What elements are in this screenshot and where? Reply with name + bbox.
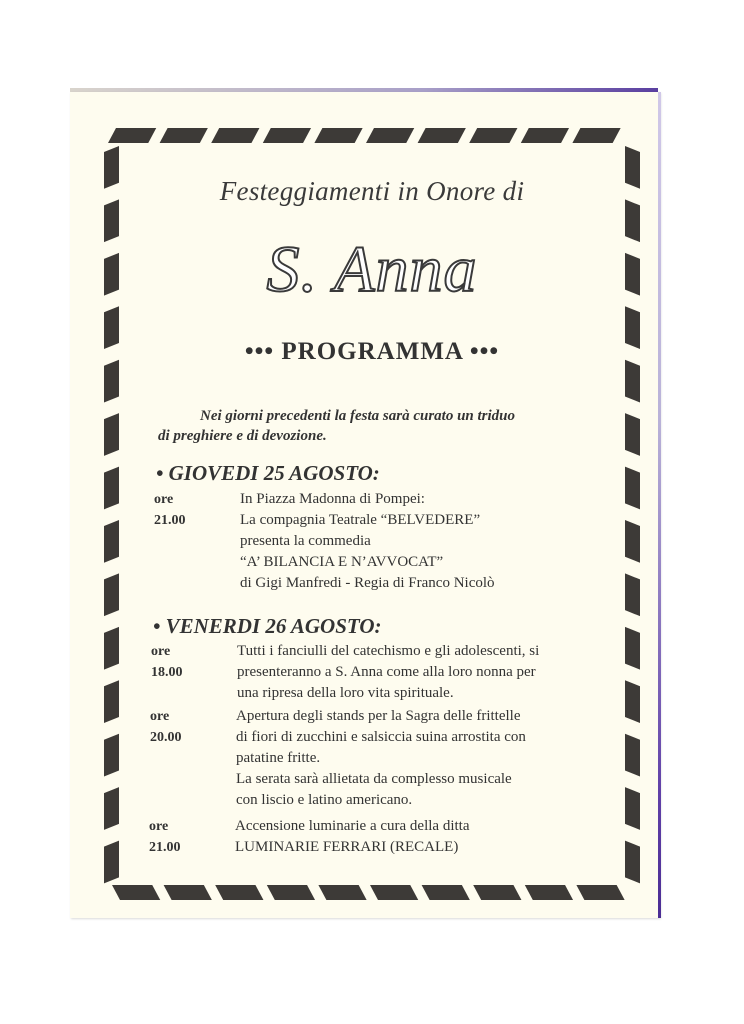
event-title: S. Anna: [266, 233, 478, 306]
event-line: Accensione luminarie a cura della ditta: [235, 818, 470, 834]
event-subtitle: Festeggiamenti in Onore di: [219, 176, 525, 206]
event-time: ore 21.00: [154, 492, 186, 528]
intro-paragraph: [158, 406, 588, 446]
event-line: Apertura degli stands per la Sagra delle frittelle: [236, 708, 521, 724]
intro-line: Nei giorni precedenti la festa sarà curato un triduo: [200, 408, 516, 424]
event-line: La compagnia Teatrale “BELVEDERE”: [240, 512, 481, 528]
event-line: presenta la commedia: [240, 533, 371, 549]
intro-line: di preghiere e di devozione.: [158, 428, 327, 444]
event-line: Tutti i fanciulli del catechismo e gli adolescenti, si: [237, 643, 540, 659]
event-time: ore 18.00: [151, 644, 183, 680]
event-line: di fiori di zucchini e salsiccia suina arrostita con: [236, 729, 526, 745]
event-line: patatine fritte.: [236, 750, 321, 766]
event-line: La serata sarà allietata da complesso musicale: [236, 771, 512, 787]
event-line: una ripresa della loro vita spirituale.: [237, 685, 454, 701]
event-line: di Gigi Manfredi - Regia di Franco Nicolò: [240, 575, 495, 591]
event-time: ore 20.00: [150, 709, 182, 745]
event-line: In Piazza Madonna di Pompei:: [240, 491, 425, 507]
event-description: [240, 489, 600, 594]
event-description: [237, 641, 597, 704]
day-heading-giovedi: • GIOVEDI 25 AGOSTO:: [156, 461, 380, 485]
day-heading-venerdi: • VENERDI 26 AGOSTO:: [153, 614, 382, 638]
event-description: [236, 706, 596, 811]
event-line: “A’ BILANCIA E N’AVVOCAT”: [240, 554, 444, 570]
programma-heading: ••• PROGRAMMA •••: [244, 338, 500, 365]
event-description: [235, 816, 595, 858]
event-time: ore 21.00: [149, 819, 181, 855]
event-line: LUMINARIE FERRARI (RECALE): [235, 839, 459, 855]
event-line: con liscio e latino americano.: [236, 792, 413, 808]
event-line: presenteranno a S. Anna come alla loro nonna per: [237, 664, 536, 680]
